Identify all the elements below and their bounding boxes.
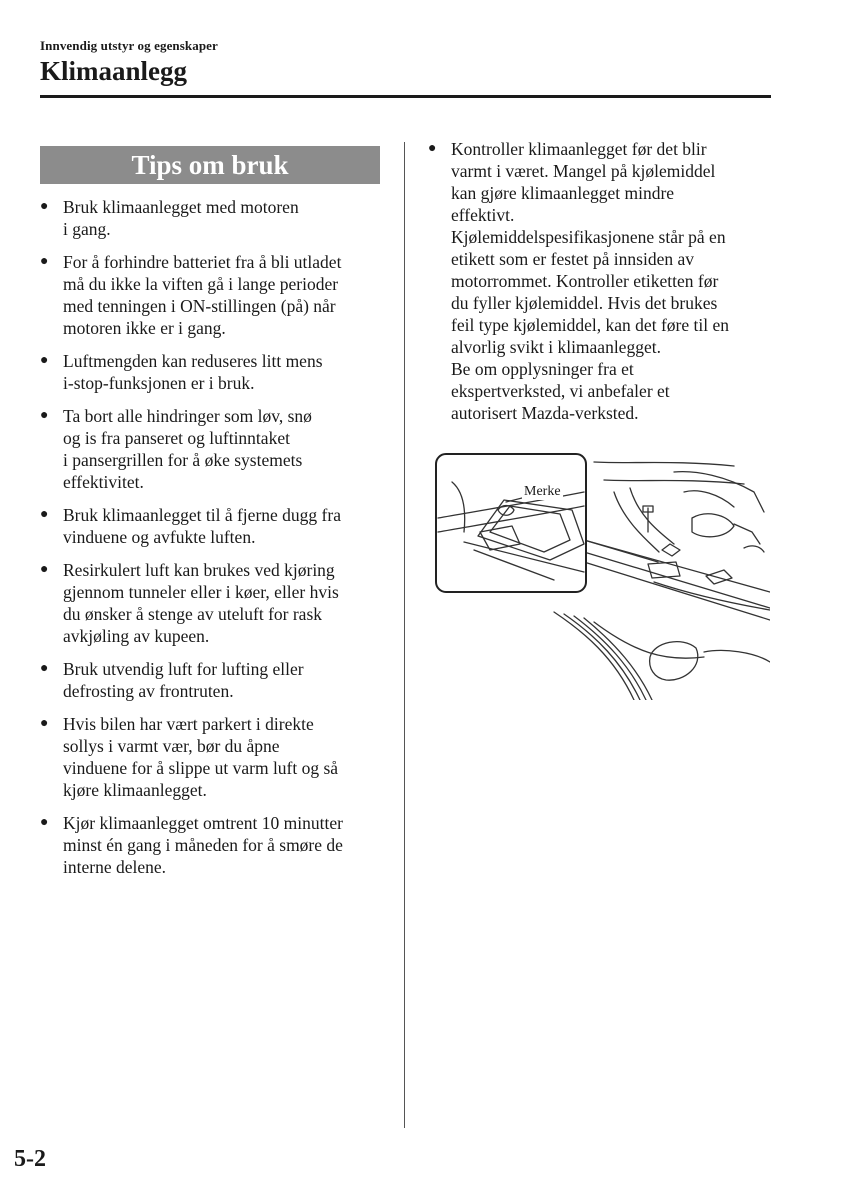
right-column <box>428 138 774 435</box>
column-divider <box>404 142 405 1128</box>
bullet-icon: ● <box>428 141 437 156</box>
list-item: ● Luftmengden kan reduseres litt mens i-stop-funksjonen er i bruk. <box>40 351 323 393</box>
list-item: ● Hvis bilen har vært parkert i direkte sollys i varmt vær, bør du åpne vinduene for å slippe ut varm luft og så kjøre klimaanlegget. <box>40 714 339 800</box>
bullet-icon: ● <box>40 199 49 214</box>
bullet-icon: ● <box>40 408 49 423</box>
bullet-icon: ● <box>40 716 49 731</box>
list-item: ● Bruk klimaanlegget til å fjerne dugg fra vinduene og avfukte luften. <box>40 505 341 547</box>
engine-bay-illustration <box>434 452 770 700</box>
bullet-icon: ● <box>40 815 49 830</box>
tips-header: Tips om bruk <box>40 146 380 184</box>
list-item: ● Bruk utvendig luft for lufting eller defrosting av frontruten. <box>40 659 304 701</box>
bullet-icon: ● <box>40 353 49 368</box>
page-number: 5-2 <box>14 1146 46 1172</box>
bullet-icon: ● <box>40 507 49 522</box>
title-rule <box>40 95 771 98</box>
list-item: ● For å forhindre batteriet fra å bli utladet må du ikke la viften gå i lange perioder med tenningen i ON-stillingen (på) når motoren ikke er i gang. <box>40 252 342 338</box>
tips-list-right <box>428 138 774 424</box>
list-item: ● Kjør klimaanlegget omtrent 10 minutter minst én gang i måneden for å smøre de interne delene. <box>40 813 343 877</box>
bullet-icon: ● <box>40 661 49 676</box>
figure-label: Merke <box>524 484 561 499</box>
bullet-icon: ● <box>40 562 49 577</box>
list-item: ● Bruk klimaanlegget med motoren i gang. <box>40 197 299 239</box>
left-column <box>40 146 380 889</box>
section-label: Innvendig utstyr og egenskaper <box>40 38 218 53</box>
list-item: ● Kontroller klimaanlegget før det blir varmt i været. Mangel på kjølemiddel kan gjøre klimaanlegget mindre effektivt. Kjølemiddelspesifikasjonene står på en etikett som er festet på innsiden av motorrommet. Kontroller etiketten før du fyller kjølemiddel. Hvis det brukes feil type kjølemiddel, kan det føre til en alvorlig svikt i klimaanlegget. Be om opplysninger fra et ekspertverksted, vi anbefaler et autorisert Mazda-verksted. <box>428 139 729 423</box>
chapter-title: Klimaanlegg <box>40 56 187 86</box>
bullet-icon: ● <box>40 254 49 269</box>
list-item: ● Resirkulert luft kan brukes ved kjøring gjennom tunneler eller i køer, eller hvis du ønsker å stenge av uteluft for rask avkjøling av kupeen. <box>40 560 339 646</box>
list-item: ● Ta bort alle hindringer som løv, snø og is fra panseret og luftinntaket i pansergrillen for å øke systemets effektivitet. <box>40 406 312 492</box>
tips-list <box>40 196 380 878</box>
